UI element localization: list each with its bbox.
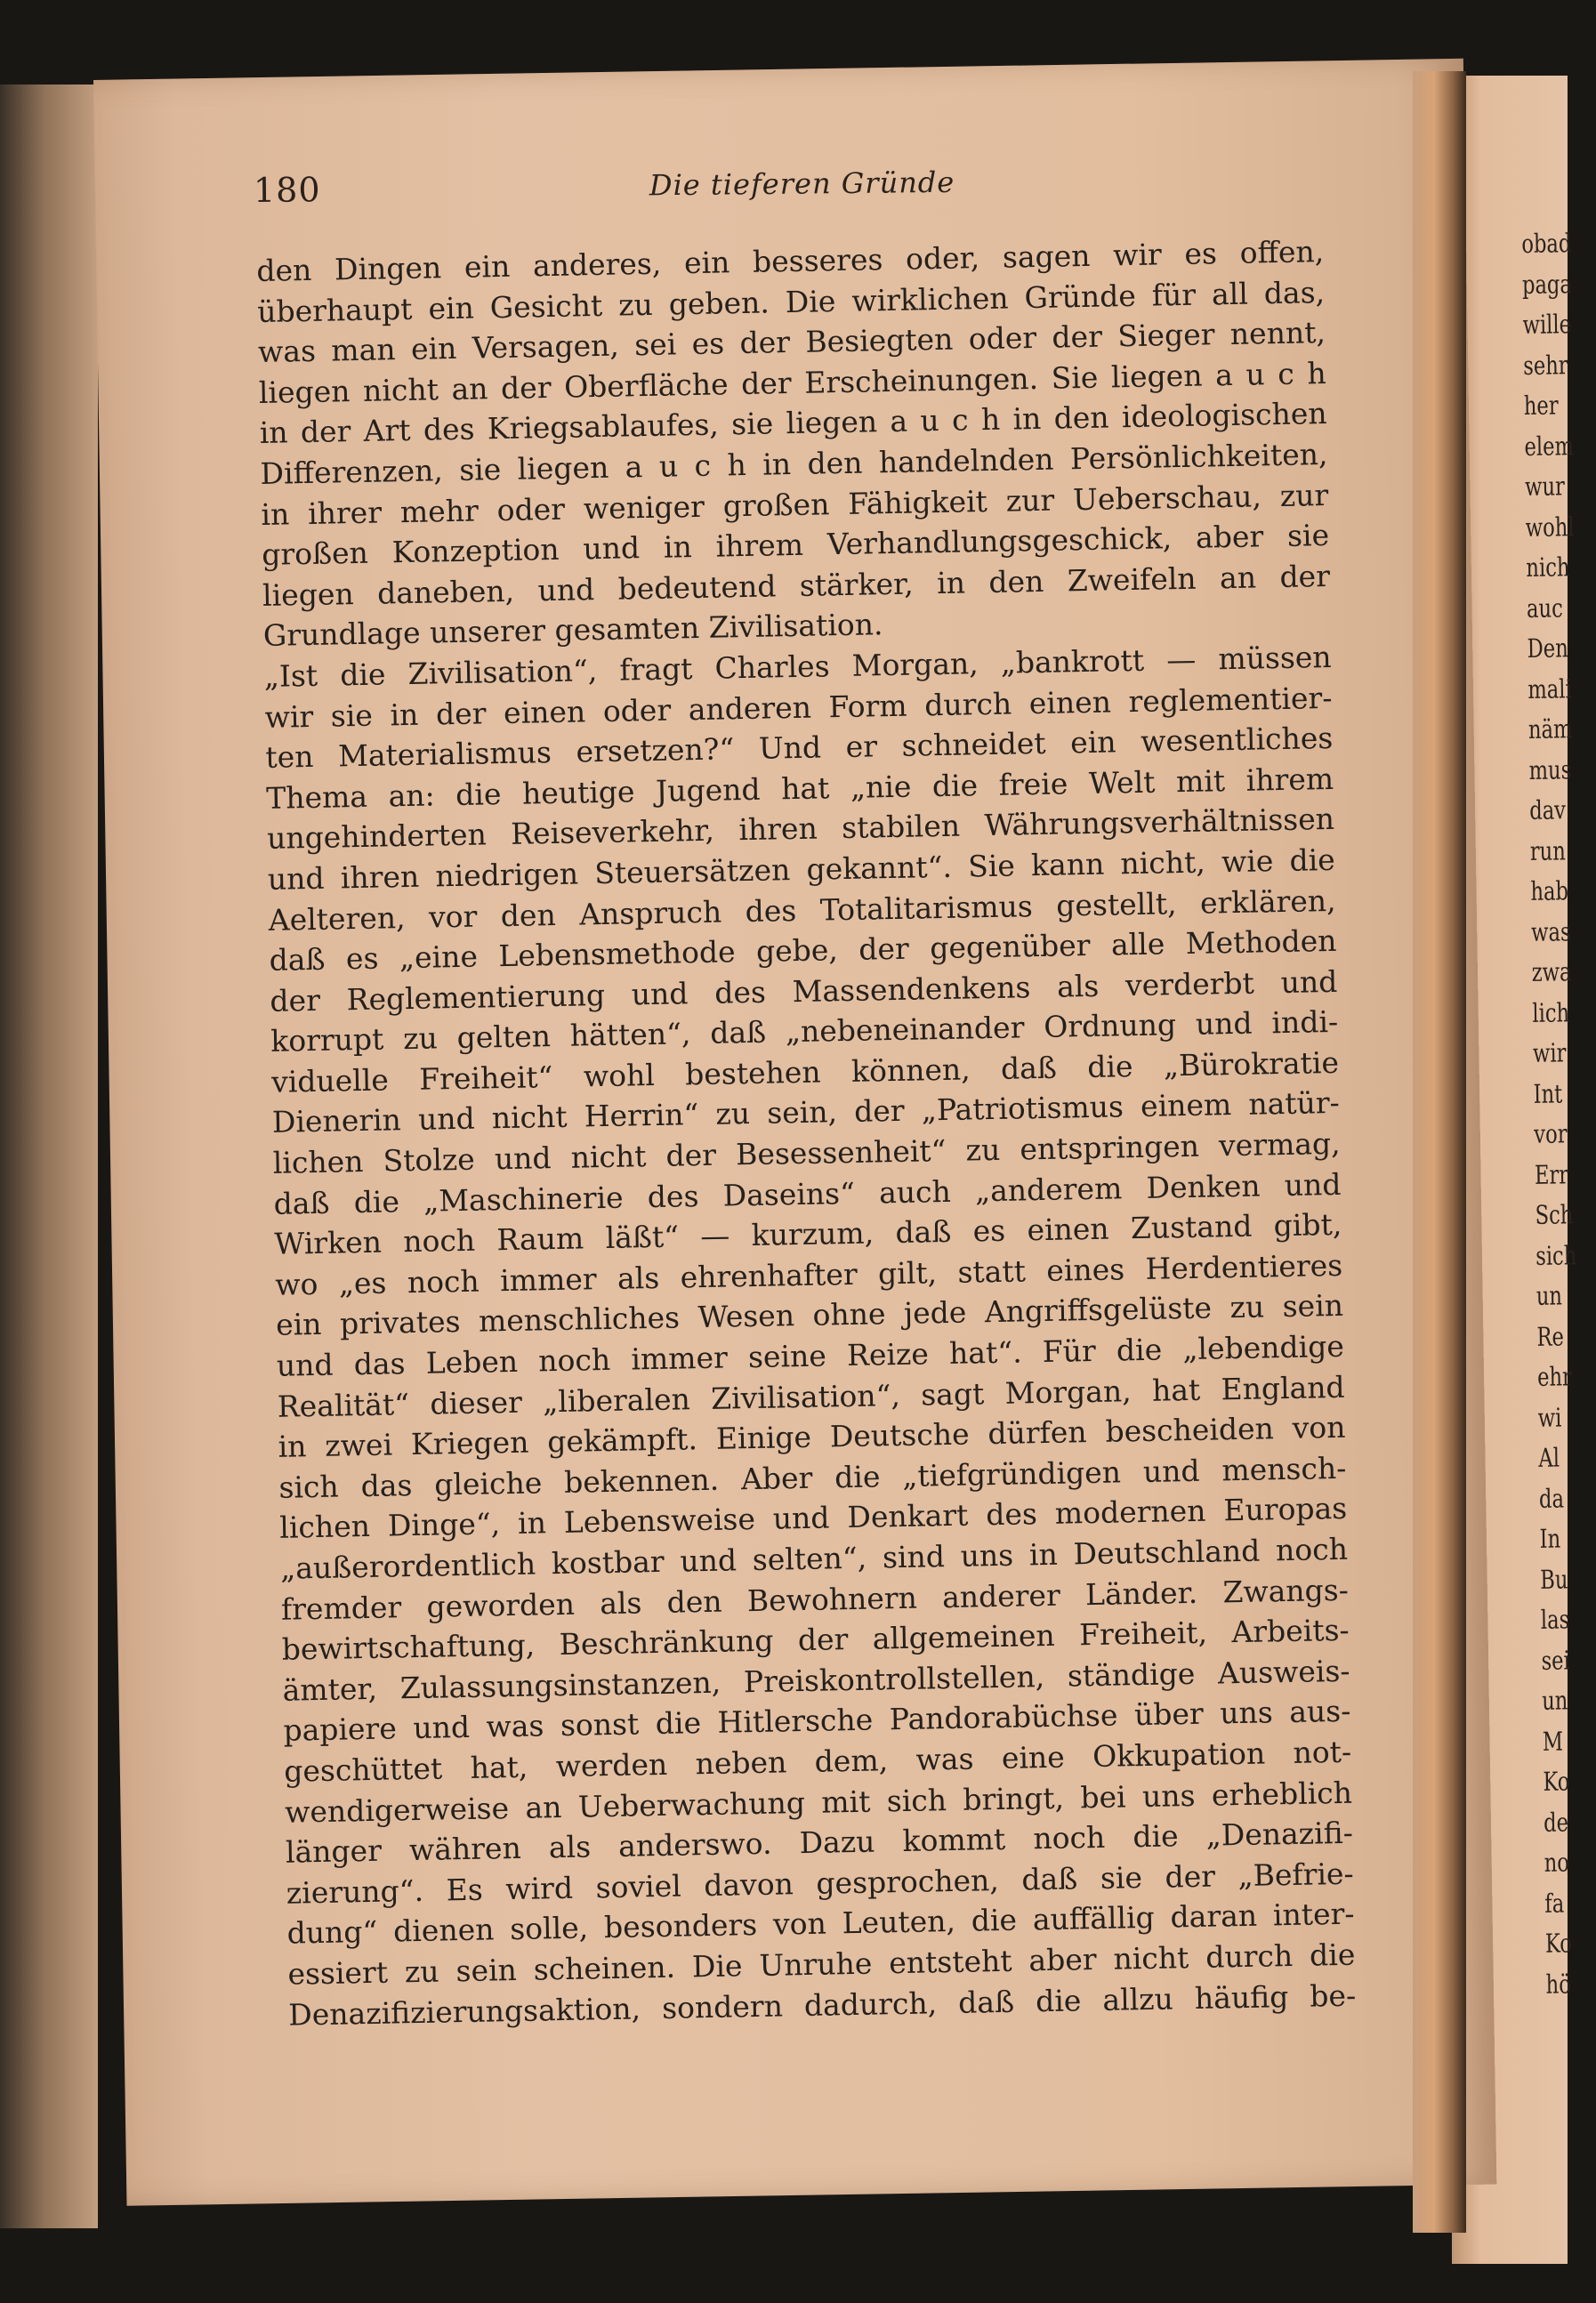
text-line: ein privates menschliches Wesen ohne jede Angriffsgelüste zu sein [275,1288,1344,1343]
facing-page-fragment: auc [1526,592,1563,624]
text-line: ten Materialismus ersetzen?“ Und er schneidet ein wesentliches [265,721,1334,776]
page-stack-edge [0,85,98,2228]
running-head [254,163,983,217]
facing-page-fragment: Re [1536,1320,1565,1352]
text-line: fremder geworden als den Bewohnern anderer Länder. Zwangs- [280,1572,1350,1627]
facing-page-fragment: Sch [1535,1199,1574,1230]
facing-page-fragment: paga [1521,268,1573,300]
text-line: dung“ dienen solle, besonders von Leuten, die auffällig daran inter- [286,1896,1355,1952]
facing-page-fragment: wur [1524,471,1566,502]
facing-page-fragment: wi [1537,1401,1562,1433]
text-line: in der Art des Kriegsablaufes, sie liegen a u c h in den ideologischen [259,396,1327,451]
text-line: wir sie in der einen oder anderen Form durch einen reglementier- [264,680,1333,735]
text-line: in ihrer mehr oder weniger großen Fähigkeit zur Ueberschau, zur [261,477,1329,532]
facing-page-fragment: vor [1534,1118,1568,1149]
facing-page-fragment: Al [1538,1442,1560,1473]
facing-page-fragment: no [1544,1847,1570,1878]
body-text [256,231,1357,2035]
facing-page-fragment: zwa [1531,956,1572,987]
facing-page-fragment: wir [1532,1037,1567,1068]
facing-page-fragment: näm [1527,713,1573,745]
text-line: „außerordentlich kostbar und selten“, sind uns in Deutschland noch [279,1531,1349,1586]
facing-page-fragment: fa [1544,1888,1565,1919]
facing-page-fragment: M [1542,1726,1564,1757]
text-line: Denazifizierungsaktion, sondern dadurch, daß die allzu häufig be- [287,1977,1357,2033]
text-line: Realität“ dieser „liberalen Zivilisation“, sagt Morgan, hat England [277,1369,1345,1424]
text-line: was man ein Versagen, sei es der Besiegten oder der Sieger nennt, [257,315,1326,370]
text-line: „Ist die Zivilisation“, fragt Charles Morgan, „bankrott — müssen [263,639,1332,694]
text-line: daß die „Maschinerie des Daseins“ auch „anderem Denken und [273,1166,1342,1221]
text-line: Dienerin und nicht Herrin“ zu sein, der „Patriotismus einem natür- [271,1085,1341,1140]
facing-page-fragment: Err [1534,1158,1569,1190]
book-gutter [1413,71,1466,2233]
text-line: und das Leben noch immer seine Reize hat“. Für die „lebendige [276,1328,1345,1383]
facing-page-fragment: Ko [1543,1766,1570,1797]
page-number: 180 [253,170,321,210]
facing-page-fragment: hab [1530,875,1569,906]
text-line: wo „es noch immer als ehrenhafter gilt, statt eines Herdentieres [274,1247,1343,1302]
text-line: daß es „eine Lebensmethode gebe, der gegenüber alle Methoden [269,922,1337,978]
text-line: Grundlage unserer gesamten Zivilisation. [262,607,883,654]
facing-page-fragment: elem [1524,430,1575,462]
facing-page-fragment: In [1539,1523,1561,1554]
chapter-title: Die tieferen Gründe [649,165,955,203]
facing-page-fragment: las [1540,1604,1570,1635]
text-line: Thema an: die heutige Jugend hat „nie die freie Welt mit ihrem [265,761,1334,816]
text-line: liegen nicht an der Oberfläche der Erscheinungen. Sie liegen a u c h [258,355,1327,410]
text-line: großen Konzeption und in ihrem Verhandlungsgeschick, aber sie [261,518,1330,573]
text-line: Aelteren, vor den Anspruch des Totalitarismus gestellt, erklären, [268,882,1336,938]
facing-page-fragment: Int [1533,1077,1563,1109]
facing-page-fragment: Ko [1544,1928,1573,1959]
facing-page-fragment: da [1538,1482,1565,1514]
facing-page-fragment: mus [1528,753,1572,785]
text-line: zierung“. Es wird soviel davon gesprochen, daß sie der „Befrie- [286,1856,1354,1911]
facing-page-fragment: Bu [1540,1563,1568,1595]
text-line: korrupt zu gelten hätten“, daß „nebeneinander Ordnung und indi- [270,1004,1339,1059]
text-line: liegen daneben, und bedeutend stärker, in den Zweifeln an der [262,558,1331,613]
text-line: bewirtschaftung, Beschränkung der allgemeinen Freiheit, Arbeits- [281,1612,1350,1667]
text-line: sich das gleiche bekennen. Aber die „tiefgründigen und mensch- [278,1450,1347,1505]
facing-page-fragment: un [1536,1280,1563,1311]
facing-page-fragment: wohl [1525,511,1575,543]
facing-page-fragment: ehr [1536,1361,1573,1392]
facing-page-fragment: sehr [1522,349,1568,381]
facing-page-fragment: lich [1532,996,1570,1028]
text-line: papiere und was sonst die Hitlersche Pandorabüchse über uns aus- [283,1694,1351,1749]
facing-page-fragment: her [1523,390,1559,421]
facing-page-fragment: obad [1521,228,1572,259]
text-line: viduelle Freiheit“ wohl bestehen können, daß die „Bürokratie [270,1044,1340,1099]
text-line: länger währen als anderswo. Dazu kommt noch die „Denazifi- [285,1815,1354,1870]
facing-page-fragment: hö [1545,1968,1572,2000]
text-line: geschüttet hat, werden neben dem, was eine Okkupation not- [283,1734,1352,1789]
facing-page-fragment: wille [1522,309,1572,340]
text-line: ungehinderten Reiseverkehr, ihren stabilen Währungsverhältnissen [266,801,1335,857]
facing-page-fragment: sich [1535,1239,1577,1271]
facing-page-fragment: de [1543,1806,1569,1838]
text-line: wendigerweise an Ueberwachung mit sich bringt, bei uns erheblich [284,1775,1353,1830]
text-line: in zwei Kriegen gekämpft. Einige Deutsche dürfen bescheiden von [278,1410,1346,1464]
text-line: Differenzen, sie liegen a u c h in den handelnden Persönlichkeiten, [260,436,1328,491]
facing-page-fragment: dav [1528,794,1567,825]
text-line: der Reglementierung und des Massendenkens als verderbt und [270,963,1338,1019]
facing-page-fragment: run [1529,834,1567,866]
text-line: überhaupt ein Gesicht zu geben. Die wirklichen Gründe für all das, [256,274,1326,329]
text-line: lichen Dinge“, in Lebensweise und Denkart des modernen Europas [278,1491,1348,1546]
facing-page-fragment: un [1541,1685,1568,1716]
facing-page-fragment: nich [1526,552,1570,583]
facing-page-fragment: was [1530,915,1571,947]
text-line: lichen Stolze und nicht der Besessenheit“ zu entspringen vermag, [272,1125,1341,1180]
facing-page-fragment: sei [1541,1644,1571,1676]
text-line: und ihren niedrigen Steuersätzen gekannt“. Sie kann nicht, wie die [267,841,1336,897]
text-line: essiert zu sein scheinen. Die Unruhe entsteht aber nicht durch die [287,1937,1356,1992]
text-line: den Dingen ein anderes, ein besseres oder, sagen wir es offen, [256,234,1325,288]
facing-page-fragment: mali [1527,672,1572,705]
text-line: Wirken noch Raum läßt“ — kurzum, daß es einen Zustand gibt, [274,1207,1342,1262]
text-line: ämter, Zulassungsinstanzen, Preiskontrollstellen, ständige Ausweis- [282,1653,1350,1708]
facing-page-fragment: Den [1527,632,1568,664]
